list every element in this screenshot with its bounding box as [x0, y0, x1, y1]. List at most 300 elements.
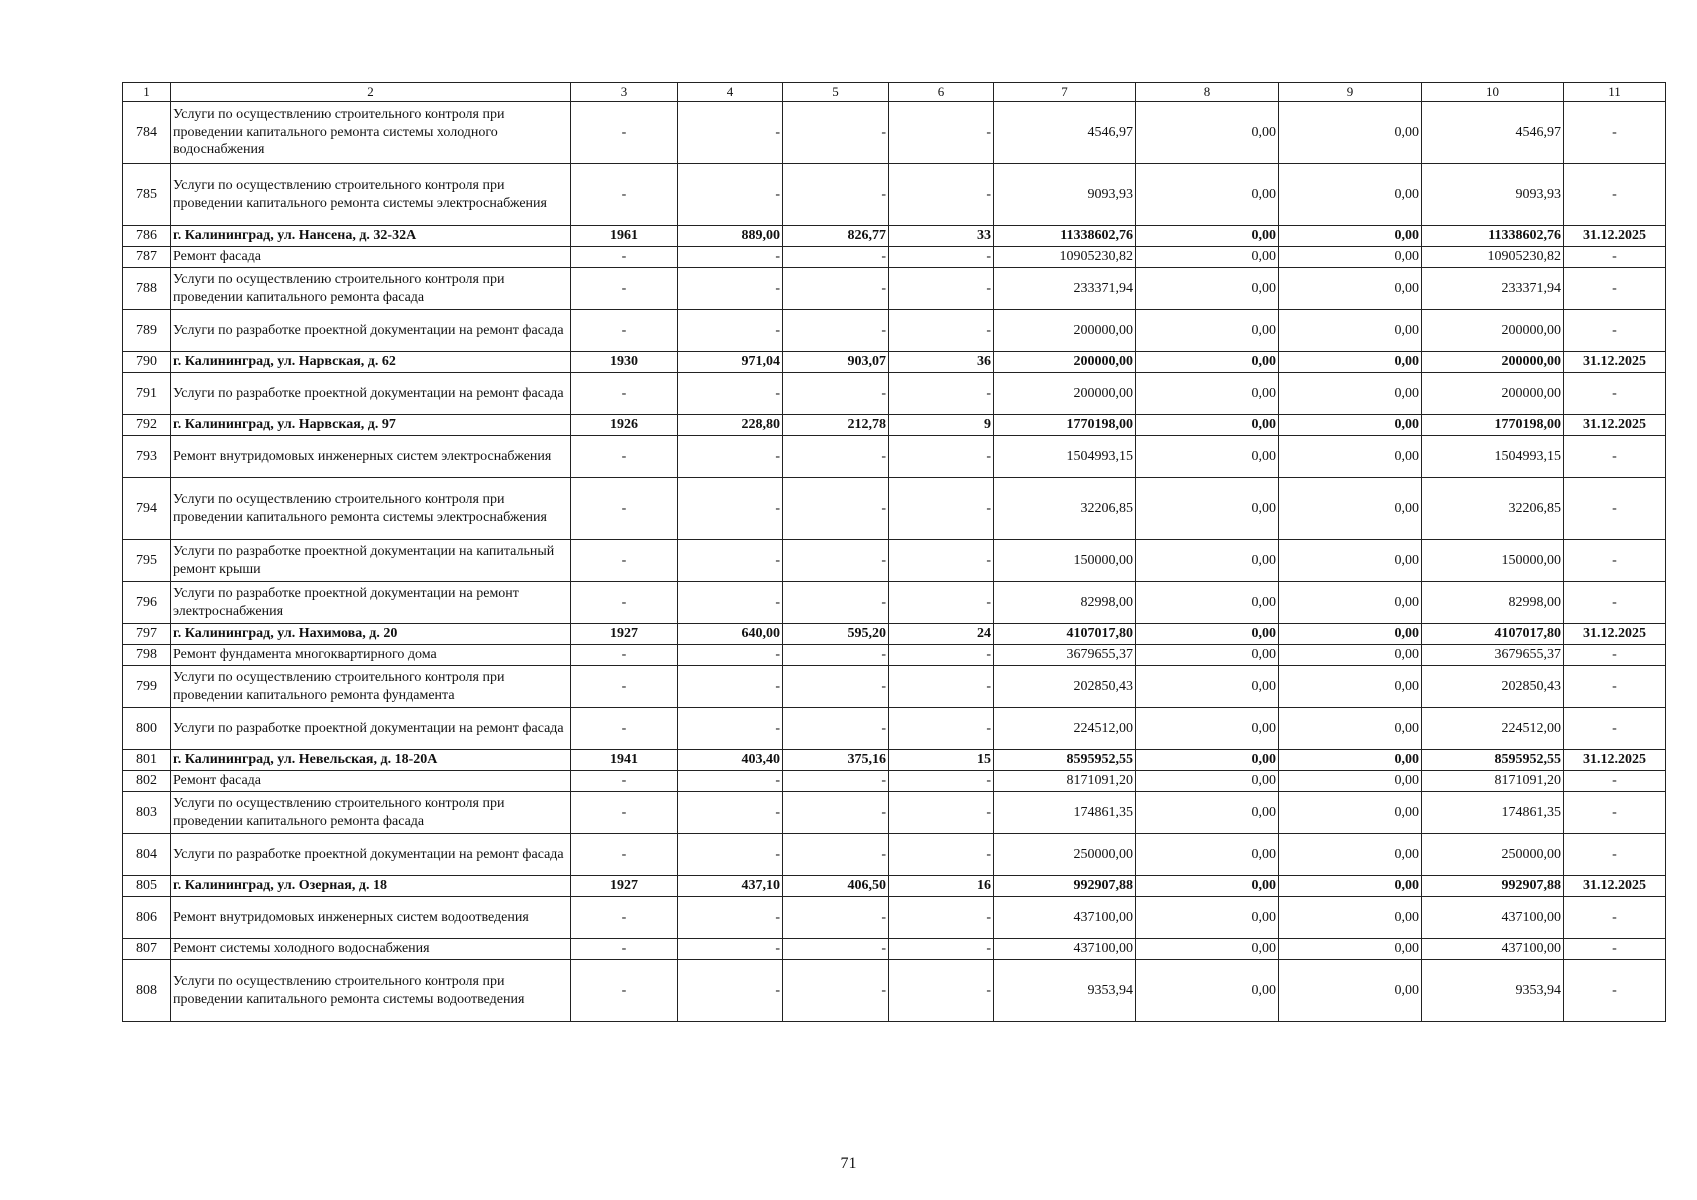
area-living-cell: -: [783, 373, 889, 415]
budget-cell: 0,00: [1279, 436, 1422, 478]
column-number: 8: [1136, 83, 1279, 102]
deadline-cell: -: [1564, 373, 1666, 415]
area-living-cell: -: [783, 897, 889, 939]
year-cell: -: [571, 478, 678, 540]
year-cell: -: [571, 960, 678, 1022]
fund-cell: 0,00: [1136, 876, 1279, 897]
area-total-cell: 228,80: [678, 415, 783, 436]
deadline-cell: 31.12.2025: [1564, 750, 1666, 771]
cost-total-cell: 11338602,76: [994, 226, 1136, 247]
fund-cell: 0,00: [1136, 897, 1279, 939]
fund-cell: 0,00: [1136, 960, 1279, 1022]
deadline-cell: -: [1564, 540, 1666, 582]
year-cell: 1941: [571, 750, 678, 771]
owners-cell: 10905230,82: [1422, 247, 1564, 268]
area-total-cell: 437,10: [678, 876, 783, 897]
row-number: 788: [123, 268, 171, 310]
cost-total-cell: 992907,88: [994, 876, 1136, 897]
residents-cell: -: [889, 310, 994, 352]
residents-cell: -: [889, 645, 994, 666]
year-cell: 1926: [571, 415, 678, 436]
area-total-cell: -: [678, 708, 783, 750]
cost-total-cell: 250000,00: [994, 834, 1136, 876]
row-number: 800: [123, 708, 171, 750]
owners-cell: 1504993,15: [1422, 436, 1564, 478]
row-number: 802: [123, 771, 171, 792]
area-total-cell: -: [678, 939, 783, 960]
year-cell: 1927: [571, 624, 678, 645]
area-total-cell: 971,04: [678, 352, 783, 373]
residents-cell: 15: [889, 750, 994, 771]
cost-total-cell: 437100,00: [994, 897, 1136, 939]
row-number: 787: [123, 247, 171, 268]
owners-cell: 8171091,20: [1422, 771, 1564, 792]
year-cell: -: [571, 771, 678, 792]
fund-cell: 0,00: [1136, 164, 1279, 226]
table-row: [123, 352, 1666, 373]
area-living-cell: 375,16: [783, 750, 889, 771]
area-living-cell: 212,78: [783, 415, 889, 436]
column-number: 7: [994, 83, 1136, 102]
area-total-cell: -: [678, 247, 783, 268]
owners-cell: 4546,97: [1422, 102, 1564, 164]
deadline-cell: 31.12.2025: [1564, 226, 1666, 247]
cost-total-cell: 9093,93: [994, 164, 1136, 226]
row-number: 786: [123, 226, 171, 247]
row-number: 785: [123, 164, 171, 226]
budget-cell: 0,00: [1279, 897, 1422, 939]
column-number: 2: [171, 83, 571, 102]
area-living-cell: -: [783, 960, 889, 1022]
deadline-cell: -: [1564, 834, 1666, 876]
owners-cell: 9093,93: [1422, 164, 1564, 226]
deadline-cell: -: [1564, 939, 1666, 960]
residents-cell: 24: [889, 624, 994, 645]
row-number: 799: [123, 666, 171, 708]
year-cell: -: [571, 645, 678, 666]
description: Услуги по осуществлению строительного контроля при проведении капитального ремонта системы электроснабжения: [171, 164, 571, 226]
fund-cell: 0,00: [1136, 310, 1279, 352]
fund-cell: 0,00: [1136, 436, 1279, 478]
owners-cell: 4107017,80: [1422, 624, 1564, 645]
year-cell: -: [571, 247, 678, 268]
table-row: [123, 436, 1666, 478]
owners-cell: 200000,00: [1422, 310, 1564, 352]
table-row: [123, 478, 1666, 540]
deadline-cell: -: [1564, 478, 1666, 540]
residents-cell: -: [889, 268, 994, 310]
fund-cell: 0,00: [1136, 708, 1279, 750]
row-number: 796: [123, 582, 171, 624]
row-number: 797: [123, 624, 171, 645]
budget-cell: 0,00: [1279, 164, 1422, 226]
area-total-cell: -: [678, 268, 783, 310]
area-living-cell: 826,77: [783, 226, 889, 247]
description: Услуги по разработке проектной документации на ремонт электроснабжения: [171, 582, 571, 624]
deadline-cell: -: [1564, 666, 1666, 708]
table-row: [123, 373, 1666, 415]
area-living-cell: -: [783, 164, 889, 226]
description: Ремонт внутридомовых инженерных систем водоотведения: [171, 897, 571, 939]
cost-total-cell: 1770198,00: [994, 415, 1136, 436]
row-number: 791: [123, 373, 171, 415]
residents-cell: -: [889, 792, 994, 834]
residents-cell: -: [889, 582, 994, 624]
residents-cell: -: [889, 164, 994, 226]
table-row: [123, 792, 1666, 834]
cost-total-cell: 10905230,82: [994, 247, 1136, 268]
description: г. Калининград, ул. Нарвская, д. 97: [171, 415, 571, 436]
year-cell: 1961: [571, 226, 678, 247]
description: Услуги по осуществлению строительного контроля при проведении капитального ремонта системы холодного водоснабжения: [171, 102, 571, 164]
fund-cell: 0,00: [1136, 540, 1279, 582]
row-number: 784: [123, 102, 171, 164]
row-number: 808: [123, 960, 171, 1022]
budget-cell: 0,00: [1279, 624, 1422, 645]
budget-cell: 0,00: [1279, 750, 1422, 771]
description: Услуги по разработке проектной документации на ремонт фасада: [171, 310, 571, 352]
table-row: [123, 750, 1666, 771]
deadline-cell: -: [1564, 960, 1666, 1022]
deadline-cell: -: [1564, 771, 1666, 792]
column-number: 9: [1279, 83, 1422, 102]
fund-cell: 0,00: [1136, 624, 1279, 645]
owners-cell: 150000,00: [1422, 540, 1564, 582]
area-living-cell: -: [783, 939, 889, 960]
owners-cell: 992907,88: [1422, 876, 1564, 897]
budget-cell: 0,00: [1279, 834, 1422, 876]
area-total-cell: -: [678, 310, 783, 352]
deadline-cell: -: [1564, 792, 1666, 834]
budget-cell: 0,00: [1279, 708, 1422, 750]
area-total-cell: -: [678, 960, 783, 1022]
residents-cell: -: [889, 373, 994, 415]
deadline-cell: 31.12.2025: [1564, 352, 1666, 373]
budget-cell: 0,00: [1279, 582, 1422, 624]
area-living-cell: -: [783, 268, 889, 310]
fund-cell: 0,00: [1136, 373, 1279, 415]
deadline-cell: -: [1564, 164, 1666, 226]
deadline-cell: -: [1564, 268, 1666, 310]
column-number: 1: [123, 83, 171, 102]
year-cell: -: [571, 436, 678, 478]
cost-total-cell: 8171091,20: [994, 771, 1136, 792]
table-row: [123, 102, 1666, 164]
fund-cell: 0,00: [1136, 834, 1279, 876]
description: Ремонт фасада: [171, 247, 571, 268]
row-number: 805: [123, 876, 171, 897]
area-living-cell: -: [783, 310, 889, 352]
area-living-cell: -: [783, 708, 889, 750]
residents-cell: -: [889, 939, 994, 960]
fund-cell: 0,00: [1136, 645, 1279, 666]
area-total-cell: -: [678, 834, 783, 876]
description: Услуги по разработке проектной документации на ремонт фасада: [171, 373, 571, 415]
budget-cell: 0,00: [1279, 247, 1422, 268]
deadline-cell: 31.12.2025: [1564, 415, 1666, 436]
table-row: [123, 624, 1666, 645]
area-total-cell: -: [678, 582, 783, 624]
row-number: 794: [123, 478, 171, 540]
cost-total-cell: 200000,00: [994, 310, 1136, 352]
table-row: [123, 771, 1666, 792]
budget-cell: 0,00: [1279, 102, 1422, 164]
year-cell: 1930: [571, 352, 678, 373]
cost-total-cell: 224512,00: [994, 708, 1136, 750]
residents-cell: 9: [889, 415, 994, 436]
description: Услуги по разработке проектной документации на капитальный ремонт крыши: [171, 540, 571, 582]
row-number: 804: [123, 834, 171, 876]
data-table: [122, 82, 1666, 1022]
owners-cell: 250000,00: [1422, 834, 1564, 876]
area-living-cell: -: [783, 645, 889, 666]
fund-cell: 0,00: [1136, 352, 1279, 373]
residents-cell: -: [889, 666, 994, 708]
budget-cell: 0,00: [1279, 373, 1422, 415]
area-living-cell: 903,07: [783, 352, 889, 373]
row-number: 793: [123, 436, 171, 478]
description: Ремонт фасада: [171, 771, 571, 792]
owners-cell: 437100,00: [1422, 897, 1564, 939]
owners-cell: 9353,94: [1422, 960, 1564, 1022]
area-total-cell: 640,00: [678, 624, 783, 645]
owners-cell: 1770198,00: [1422, 415, 1564, 436]
description: Услуги по разработке проектной документации на ремонт фасада: [171, 708, 571, 750]
budget-cell: 0,00: [1279, 960, 1422, 1022]
year-cell: -: [571, 666, 678, 708]
row-number: 795: [123, 540, 171, 582]
description: Услуги по осуществлению строительного контроля при проведении капитального ремонта фасада: [171, 268, 571, 310]
year-cell: -: [571, 582, 678, 624]
residents-cell: -: [889, 834, 994, 876]
cost-total-cell: 8595952,55: [994, 750, 1136, 771]
area-living-cell: -: [783, 478, 889, 540]
description: Услуги по осуществлению строительного контроля при проведении капитального ремонта фундамента: [171, 666, 571, 708]
table-row: [123, 540, 1666, 582]
area-living-cell: -: [783, 582, 889, 624]
owners-cell: 202850,43: [1422, 666, 1564, 708]
area-total-cell: -: [678, 645, 783, 666]
owners-cell: 200000,00: [1422, 373, 1564, 415]
fund-cell: 0,00: [1136, 750, 1279, 771]
description: Услуги по разработке проектной документации на ремонт фасада: [171, 834, 571, 876]
deadline-cell: -: [1564, 102, 1666, 164]
column-number: 11: [1564, 83, 1666, 102]
cost-total-cell: 32206,85: [994, 478, 1136, 540]
owners-cell: 233371,94: [1422, 268, 1564, 310]
owners-cell: 8595952,55: [1422, 750, 1564, 771]
deadline-cell: -: [1564, 708, 1666, 750]
budget-cell: 0,00: [1279, 771, 1422, 792]
area-total-cell: -: [678, 666, 783, 708]
description: Услуги по осуществлению строительного контроля при проведении капитального ремонта системы водоотведения: [171, 960, 571, 1022]
residents-cell: -: [889, 708, 994, 750]
year-cell: -: [571, 373, 678, 415]
area-total-cell: -: [678, 164, 783, 226]
cost-total-cell: 202850,43: [994, 666, 1136, 708]
column-number: 5: [783, 83, 889, 102]
cost-total-cell: 1504993,15: [994, 436, 1136, 478]
residents-cell: -: [889, 102, 994, 164]
owners-cell: 82998,00: [1422, 582, 1564, 624]
year-cell: -: [571, 792, 678, 834]
fund-cell: 0,00: [1136, 666, 1279, 708]
area-total-cell: -: [678, 373, 783, 415]
row-number: 792: [123, 415, 171, 436]
budget-cell: 0,00: [1279, 415, 1422, 436]
area-living-cell: -: [783, 436, 889, 478]
year-cell: -: [571, 164, 678, 226]
budget-cell: 0,00: [1279, 666, 1422, 708]
cost-total-cell: 200000,00: [994, 373, 1136, 415]
description: г. Калининград, ул. Нарвская, д. 62: [171, 352, 571, 373]
row-number: 803: [123, 792, 171, 834]
fund-cell: 0,00: [1136, 939, 1279, 960]
area-total-cell: -: [678, 540, 783, 582]
area-living-cell: -: [783, 247, 889, 268]
residents-cell: -: [889, 478, 994, 540]
fund-cell: 0,00: [1136, 415, 1279, 436]
year-cell: -: [571, 102, 678, 164]
area-total-cell: -: [678, 478, 783, 540]
deadline-cell: -: [1564, 247, 1666, 268]
table-row: [123, 226, 1666, 247]
table-row: [123, 310, 1666, 352]
budget-cell: 0,00: [1279, 478, 1422, 540]
residents-cell: 33: [889, 226, 994, 247]
table-row: [123, 164, 1666, 226]
row-number: 789: [123, 310, 171, 352]
owners-cell: 437100,00: [1422, 939, 1564, 960]
year-cell: -: [571, 310, 678, 352]
description: г. Калининград, ул. Невельская, д. 18-20А: [171, 750, 571, 771]
budget-cell: 0,00: [1279, 310, 1422, 352]
fund-cell: 0,00: [1136, 478, 1279, 540]
column-number: 4: [678, 83, 783, 102]
cost-total-cell: 3679655,37: [994, 645, 1136, 666]
row-number: 806: [123, 897, 171, 939]
cost-total-cell: 437100,00: [994, 939, 1136, 960]
residents-cell: -: [889, 897, 994, 939]
year-cell: -: [571, 834, 678, 876]
column-number-row: [123, 83, 1666, 102]
budget-cell: 0,00: [1279, 226, 1422, 247]
owners-cell: 174861,35: [1422, 792, 1564, 834]
residents-cell: -: [889, 436, 994, 478]
year-cell: -: [571, 939, 678, 960]
description: Услуги по осуществлению строительного контроля при проведении капитального ремонта системы электроснабжения: [171, 478, 571, 540]
table-row: [123, 876, 1666, 897]
description: г. Калининград, ул. Нансена, д. 32-32А: [171, 226, 571, 247]
area-living-cell: -: [783, 834, 889, 876]
cost-total-cell: 200000,00: [994, 352, 1136, 373]
owners-cell: 224512,00: [1422, 708, 1564, 750]
area-living-cell: 595,20: [783, 624, 889, 645]
fund-cell: 0,00: [1136, 268, 1279, 310]
budget-cell: 0,00: [1279, 939, 1422, 960]
table-row: [123, 708, 1666, 750]
description: Ремонт внутридомовых инженерных систем электроснабжения: [171, 436, 571, 478]
budget-cell: 0,00: [1279, 268, 1422, 310]
row-number: 807: [123, 939, 171, 960]
area-living-cell: -: [783, 666, 889, 708]
table-row: [123, 645, 1666, 666]
residents-cell: 16: [889, 876, 994, 897]
owners-cell: 32206,85: [1422, 478, 1564, 540]
table-row: [123, 834, 1666, 876]
table-row: [123, 582, 1666, 624]
description: Услуги по осуществлению строительного контроля при проведении капитального ремонта фасада: [171, 792, 571, 834]
description: г. Калининград, ул. Озерная, д. 18: [171, 876, 571, 897]
cost-total-cell: 4546,97: [994, 102, 1136, 164]
area-living-cell: 406,50: [783, 876, 889, 897]
fund-cell: 0,00: [1136, 792, 1279, 834]
area-living-cell: -: [783, 771, 889, 792]
row-number: 790: [123, 352, 171, 373]
fund-cell: 0,00: [1136, 226, 1279, 247]
budget-cell: 0,00: [1279, 876, 1422, 897]
cost-total-cell: 4107017,80: [994, 624, 1136, 645]
cost-total-cell: 82998,00: [994, 582, 1136, 624]
residents-cell: -: [889, 247, 994, 268]
description: Ремонт фундамента многоквартирного дома: [171, 645, 571, 666]
column-number: 3: [571, 83, 678, 102]
cost-total-cell: 233371,94: [994, 268, 1136, 310]
cost-total-cell: 174861,35: [994, 792, 1136, 834]
fund-cell: 0,00: [1136, 582, 1279, 624]
deadline-cell: -: [1564, 897, 1666, 939]
area-total-cell: -: [678, 436, 783, 478]
fund-cell: 0,00: [1136, 102, 1279, 164]
owners-cell: 11338602,76: [1422, 226, 1564, 247]
year-cell: -: [571, 540, 678, 582]
description: г. Калининград, ул. Нахимова, д. 20: [171, 624, 571, 645]
description: Ремонт системы холодного водоснабжения: [171, 939, 571, 960]
residents-cell: 36: [889, 352, 994, 373]
table-row: [123, 247, 1666, 268]
area-total-cell: 403,40: [678, 750, 783, 771]
fund-cell: 0,00: [1136, 771, 1279, 792]
area-living-cell: -: [783, 540, 889, 582]
deadline-cell: 31.12.2025: [1564, 624, 1666, 645]
area-living-cell: -: [783, 792, 889, 834]
budget-cell: 0,00: [1279, 352, 1422, 373]
area-total-cell: -: [678, 771, 783, 792]
owners-cell: 200000,00: [1422, 352, 1564, 373]
page-number: 71: [840, 1155, 857, 1172]
budget-cell: 0,00: [1279, 645, 1422, 666]
budget-cell: 0,00: [1279, 792, 1422, 834]
row-number: 798: [123, 645, 171, 666]
owners-cell: 3679655,37: [1422, 645, 1564, 666]
residents-cell: -: [889, 771, 994, 792]
deadline-cell: -: [1564, 436, 1666, 478]
table-row: [123, 666, 1666, 708]
table-body: [123, 83, 1666, 1022]
year-cell: -: [571, 268, 678, 310]
cost-total-cell: 9353,94: [994, 960, 1136, 1022]
cost-total-cell: 150000,00: [994, 540, 1136, 582]
deadline-cell: -: [1564, 582, 1666, 624]
year-cell: -: [571, 897, 678, 939]
residents-cell: -: [889, 540, 994, 582]
area-total-cell: -: [678, 792, 783, 834]
table-row: [123, 897, 1666, 939]
area-living-cell: -: [783, 102, 889, 164]
row-number: 801: [123, 750, 171, 771]
table-row: [123, 268, 1666, 310]
table-row: [123, 960, 1666, 1022]
